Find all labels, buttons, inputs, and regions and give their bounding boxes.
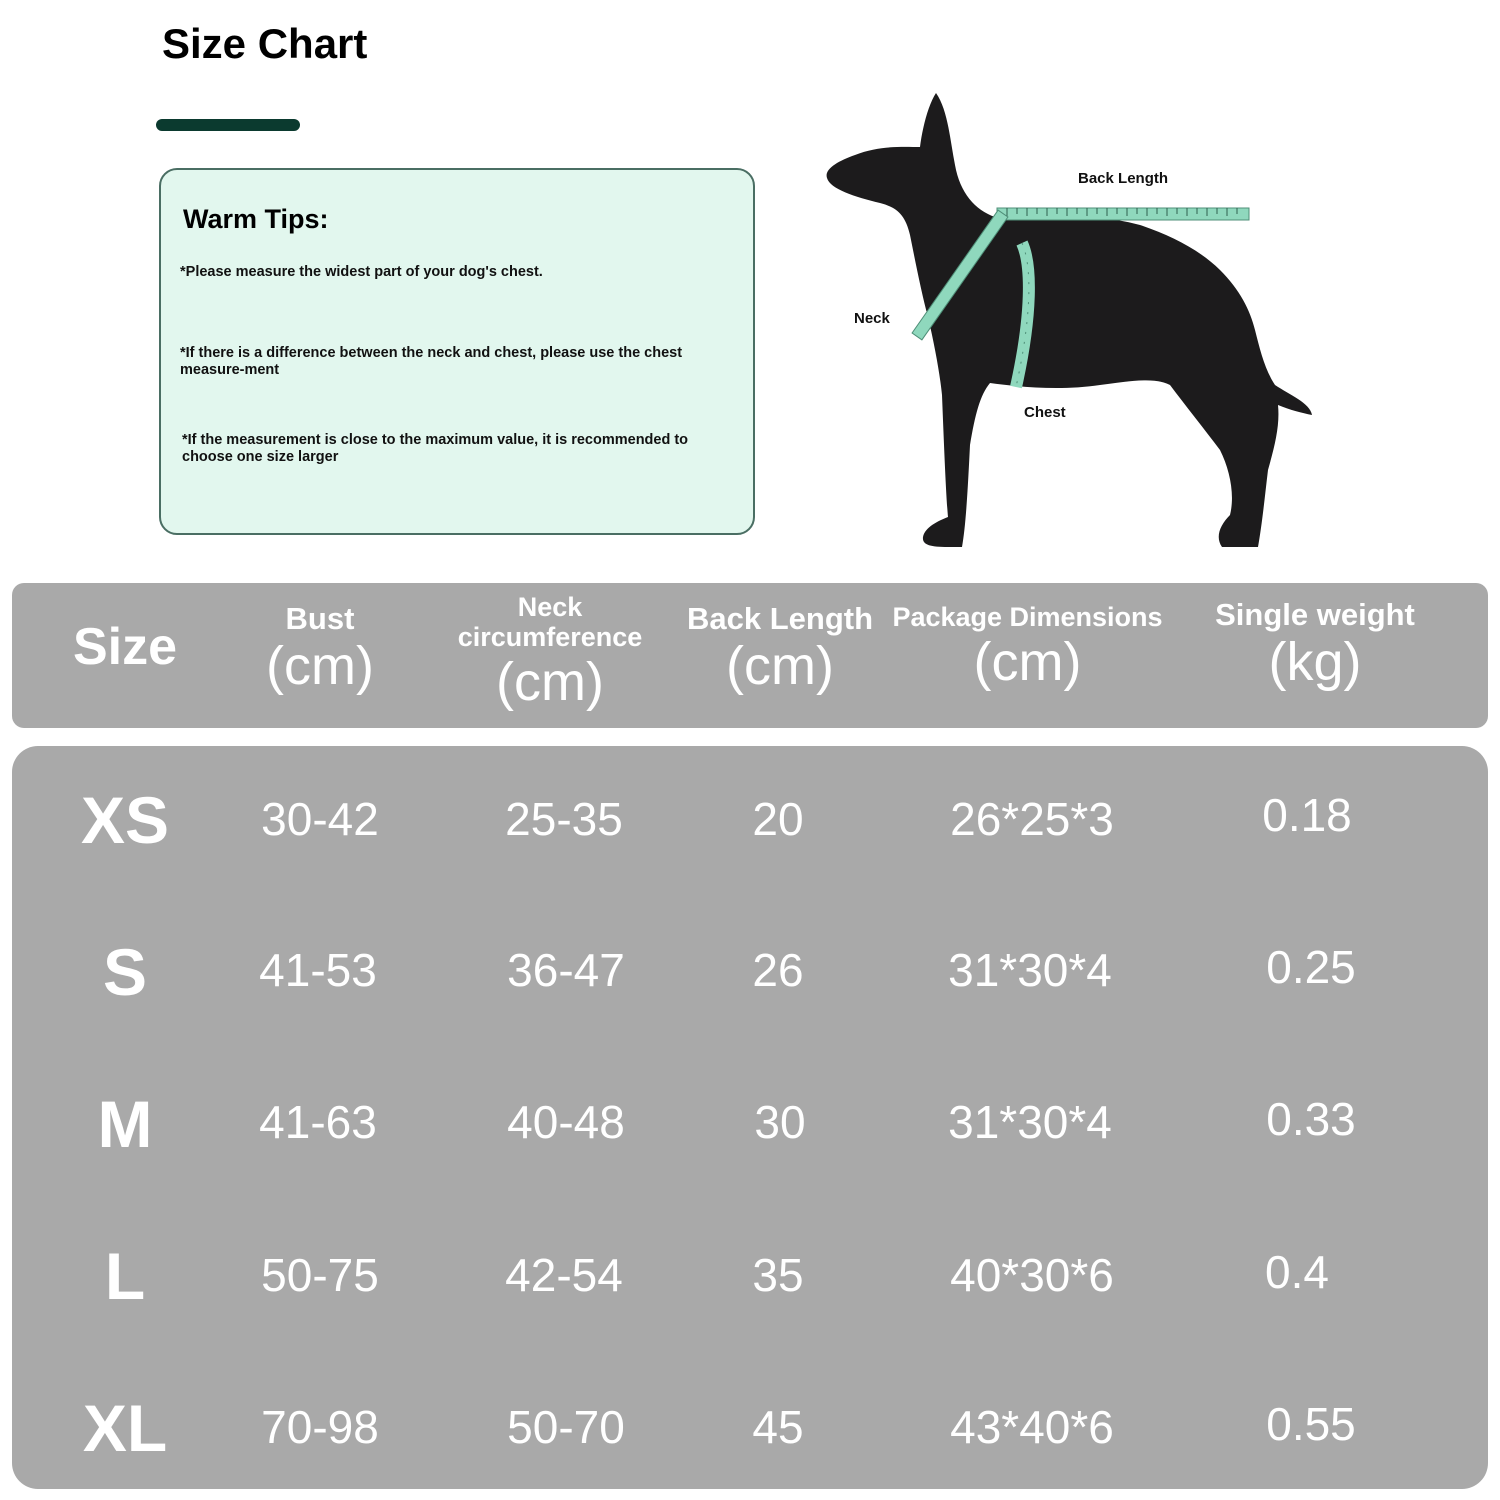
bust-cell: 41-53	[259, 944, 377, 996]
weight-cell: 0.33	[1266, 1093, 1356, 1145]
back-length-cell: 35	[752, 1249, 804, 1301]
bust-cell: 70-98	[261, 1401, 379, 1453]
package-cell: 31*30*4	[948, 1096, 1112, 1148]
weight-cell: 0.55	[1266, 1398, 1356, 1450]
tip-item: *If the measurement is close to the maximum value, it is recommended to choose one size larger	[182, 432, 689, 465]
header-unit: (cm)	[973, 632, 1082, 692]
back-length-label: Back Length	[1078, 170, 1169, 187]
tip-item: *If there is a difference between the neck and chest, please use the chest measure-ment	[180, 345, 683, 378]
bust-cell: 50-75	[261, 1249, 379, 1301]
header-name: Package Dimensions	[892, 602, 1163, 632]
header-unit: (kg)	[1268, 632, 1362, 692]
back-length-tape	[997, 208, 1249, 220]
package-cell: 26*25*3	[950, 793, 1114, 845]
neck-cell: 36-47	[507, 944, 625, 996]
weight-cell: 0.4	[1265, 1246, 1329, 1298]
page-title: Size Chart	[162, 20, 368, 67]
size-cell: S	[102, 935, 148, 1009]
back-length-column-header	[650, 602, 910, 696]
weight-cell: 0.18	[1262, 789, 1352, 841]
bust-column-header	[200, 602, 440, 696]
header-name: Single weight	[1215, 597, 1415, 632]
back-length-cell: 45	[752, 1401, 804, 1453]
weight-column-header	[1195, 598, 1435, 692]
chest-label: Chest	[1024, 404, 1066, 421]
tip-item: *Please measure the widest part of your dog's chest.	[180, 264, 543, 280]
neck-label: Neck	[854, 310, 890, 327]
neck-cell: 40-48	[507, 1096, 625, 1148]
back-length-cell: 20	[752, 793, 804, 845]
package-cell: 40*30*6	[950, 1249, 1114, 1301]
size-cell: M	[97, 1087, 153, 1161]
header-unit: (cm)	[726, 636, 834, 696]
back-length-cell: 26	[752, 944, 804, 996]
size-cell: XS	[80, 783, 170, 857]
title-underline	[156, 119, 300, 131]
size-cell: XL	[82, 1391, 168, 1465]
header-name: Bust	[285, 601, 355, 636]
dog-measurement-diagram	[810, 85, 1330, 555]
package-cell: 31*30*4	[948, 944, 1112, 996]
neck-cell: 42-54	[505, 1249, 623, 1301]
tips-heading: Warm Tips:	[183, 204, 329, 234]
back-length-cell: 30	[754, 1096, 806, 1148]
neck-cell: 25-35	[505, 793, 623, 845]
package-column-header	[890, 602, 1165, 692]
size-cell: L	[104, 1239, 146, 1313]
header-unit: (cm)	[496, 652, 604, 712]
header-name: Neck circumference	[457, 592, 643, 652]
bust-cell: 41-63	[259, 1096, 377, 1148]
neck-cell: 50-70	[507, 1401, 625, 1453]
header-unit: (cm)	[266, 636, 374, 696]
size-column-header: Size	[72, 618, 178, 676]
header-name: Back Length	[686, 601, 874, 636]
bust-cell: 30-42	[261, 793, 379, 845]
weight-cell: 0.25	[1266, 941, 1356, 993]
warm-tips-box	[159, 168, 755, 535]
package-cell: 43*40*6	[950, 1401, 1114, 1453]
neck-column-header	[430, 592, 670, 712]
